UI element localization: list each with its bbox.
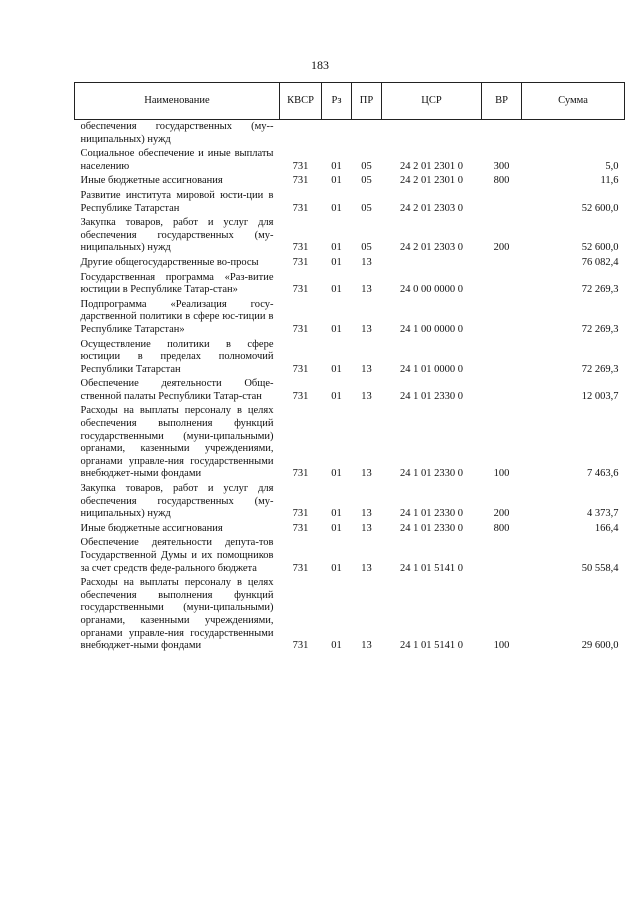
cell-name: Обеспечение деятельности депута-тов Государственной Думы и их помощников за счет средств феде-рального бюджета <box>80 537 274 574</box>
cell-rz: 01 <box>331 175 342 187</box>
cell-kvsr: 731 <box>292 508 309 520</box>
cell-sum: 4 373,7 <box>587 508 619 520</box>
cell-name: Государственная программа «Раз-витие юстиции в Республике Татар-стан» <box>80 271 274 296</box>
cell-rz: 01 <box>331 160 342 172</box>
cell-pr: 13 <box>361 640 372 652</box>
cell-sum: 29 600,0 <box>581 640 619 652</box>
cell-sum: 52 600,0 <box>581 202 619 214</box>
cell-rz: 01 <box>331 363 342 375</box>
cell-sum <box>522 120 625 149</box>
cell-pr: 13 <box>361 390 372 402</box>
cell-vr <box>482 378 522 405</box>
budget-table <box>74 82 625 655</box>
cell-kvsr: 731 <box>292 242 309 254</box>
table-body <box>75 120 625 655</box>
cell-rz: 01 <box>331 468 342 480</box>
cell-csr: 24 1 01 0000 0 <box>400 363 463 375</box>
table-row <box>75 175 625 190</box>
cell-vr <box>482 339 522 379</box>
cell-csr: 24 0 00 0000 0 <box>400 284 463 296</box>
cell-csr: 24 1 01 2330 0 <box>400 468 463 480</box>
cell-pr: 13 <box>361 323 372 335</box>
table-row <box>75 272 625 299</box>
cell-rz: 01 <box>331 284 342 296</box>
col-header-name: Наименование <box>75 83 280 120</box>
cell-sum: 11,6 <box>600 175 619 187</box>
cell-name: Обеспечение деятельности Обще-ственной палаты Республики Татар-стан <box>80 378 274 402</box>
cell-csr: 24 2 01 2303 0 <box>400 202 463 214</box>
col-header-csr: ЦСР <box>382 83 482 120</box>
cell-name: Расходы на выплаты персоналу в целях обеспечения выполнения функций государственными (муни-ципальными) органами, казенными учреждениями, органами управле-ния государственными внебюджет-ными фондами <box>80 577 274 652</box>
cell-csr: 24 1 01 5141 0 <box>400 640 463 652</box>
cell-kvsr: 731 <box>292 562 309 574</box>
cell-kvsr: 731 <box>292 522 309 534</box>
cell-rz: 01 <box>331 562 342 574</box>
cell-sum: 50 558,4 <box>581 562 619 574</box>
cell-csr: 24 1 01 2330 0 <box>400 522 463 534</box>
cell-vr: 800 <box>493 522 510 534</box>
table-row <box>75 577 625 655</box>
cell-sum: 5,0 <box>605 160 619 172</box>
table-row <box>75 148 625 175</box>
table-row <box>75 257 625 272</box>
col-header-sum: Сумма <box>522 83 625 120</box>
cell-name: Другие общегосударственные во-просы <box>80 256 259 268</box>
cell-vr <box>482 257 522 272</box>
table-row <box>75 299 625 339</box>
cell-kvsr: 731 <box>292 323 309 335</box>
cell-pr: 05 <box>361 160 372 172</box>
cell-csr <box>382 257 482 272</box>
cell-name: Социальное обеспечение и иные выплаты населению <box>80 148 274 172</box>
cell-vr <box>482 272 522 299</box>
cell-name: Расходы на выплаты персоналу в целях обеспечения выполнения функций государственными (муни-ципальными) органами, казенными учреждениями, органами управле-ния государственными внебюджет-ными фондами <box>80 405 274 480</box>
cell-sum: 72 269,3 <box>581 323 619 335</box>
cell-pr: 05 <box>361 242 372 254</box>
cell-sum: 12 003,7 <box>581 390 619 402</box>
cell-kvsr: 731 <box>292 202 309 214</box>
table-row <box>75 378 625 405</box>
table-row <box>75 483 625 523</box>
cell-sum: 7 463,6 <box>587 468 619 480</box>
cell-vr: 300 <box>493 160 510 172</box>
cell-rz: 01 <box>331 323 342 335</box>
cell-vr: 800 <box>493 175 510 187</box>
table-row <box>75 537 625 577</box>
cell-rz: 01 <box>331 242 342 254</box>
table-row <box>75 339 625 379</box>
cell-name: Развитие института мировой юсти-ции в Республике Татарстан <box>80 189 274 214</box>
cell-csr: 24 1 01 5141 0 <box>400 562 463 574</box>
cell-csr: 24 1 01 2330 0 <box>400 390 463 402</box>
cell-kvsr: 731 <box>292 284 309 296</box>
cell-name: Закупка товаров, работ и услуг для обеспечения государственных (му-ниципальных) нужд <box>80 483 274 520</box>
cell-vr: 100 <box>493 468 510 480</box>
cell-pr <box>352 120 382 149</box>
cell-kvsr <box>280 120 322 149</box>
cell-name: обеспечения государственных (му-ниципальных) нужд <box>80 121 274 145</box>
cell-csr: 24 2 01 2303 0 <box>400 242 463 254</box>
cell-csr: 24 2 01 2301 0 <box>400 175 463 187</box>
cell-kvsr: 731 <box>292 640 309 652</box>
cell-kvsr: 731 <box>292 363 309 375</box>
table-row <box>75 217 625 257</box>
cell-rz: 01 <box>331 202 342 214</box>
cell-pr: 13 <box>361 562 372 574</box>
cell-kvsr: 731 <box>292 256 309 268</box>
cell-pr: 05 <box>361 175 372 187</box>
cell-name: Иные бюджетные ассигнования <box>80 175 223 187</box>
cell-sum: 76 082,4 <box>581 256 619 268</box>
cell-kvsr: 731 <box>292 160 309 172</box>
table-row <box>75 120 625 149</box>
table-row <box>75 523 625 538</box>
cell-name: Иные бюджетные ассигнования <box>80 522 223 534</box>
cell-pr: 13 <box>361 256 372 268</box>
cell-name: Закупка товаров, работ и услуг для обеспечения государственных (му-ниципальных) нужд <box>80 217 274 254</box>
page-number: 183 <box>311 58 329 72</box>
cell-kvsr: 731 <box>292 390 309 402</box>
cell-pr: 13 <box>361 363 372 375</box>
cell-rz: 01 <box>331 390 342 402</box>
cell-rz: 01 <box>331 522 342 534</box>
cell-rz <box>322 120 352 149</box>
cell-pr: 13 <box>361 284 372 296</box>
cell-name: Подпрограмма «Реализация госу-дарственной политики в сфере юс-тиции в Республике Татарстан» <box>80 298 274 335</box>
cell-pr: 13 <box>361 468 372 480</box>
cell-vr: 200 <box>493 242 510 254</box>
cell-vr: 100 <box>493 640 510 652</box>
col-header-vr: ВР <box>482 83 522 120</box>
cell-csr: 24 1 01 2330 0 <box>400 508 463 520</box>
cell-sum: 72 269,3 <box>581 284 619 296</box>
col-header-kvsr: КВСР <box>280 83 322 120</box>
col-header-pr: ПР <box>352 83 382 120</box>
cell-sum: 166,4 <box>594 522 619 534</box>
cell-kvsr: 731 <box>292 468 309 480</box>
cell-pr: 13 <box>361 522 372 534</box>
cell-rz: 01 <box>331 256 342 268</box>
cell-vr <box>482 299 522 339</box>
cell-vr <box>482 120 522 149</box>
cell-csr: 24 2 01 2301 0 <box>400 160 463 172</box>
cell-rz: 01 <box>331 508 342 520</box>
col-header-rz: Рз <box>322 83 352 120</box>
cell-vr <box>482 190 522 217</box>
cell-vr: 200 <box>493 508 510 520</box>
cell-pr: 05 <box>361 202 372 214</box>
cell-vr <box>482 537 522 577</box>
table-header <box>75 83 625 120</box>
table-row <box>75 190 625 217</box>
cell-csr: 24 1 00 0000 0 <box>400 323 463 335</box>
cell-rz: 01 <box>331 640 342 652</box>
cell-kvsr: 731 <box>292 175 309 187</box>
cell-sum: 52 600,0 <box>581 242 619 254</box>
table-row <box>75 405 625 483</box>
cell-sum: 72 269,3 <box>581 363 619 375</box>
cell-csr <box>382 120 482 149</box>
cell-name: Осуществление политики в сфере юстиции в пределах полномочий Республики Татарстан <box>80 338 274 375</box>
cell-pr: 13 <box>361 508 372 520</box>
